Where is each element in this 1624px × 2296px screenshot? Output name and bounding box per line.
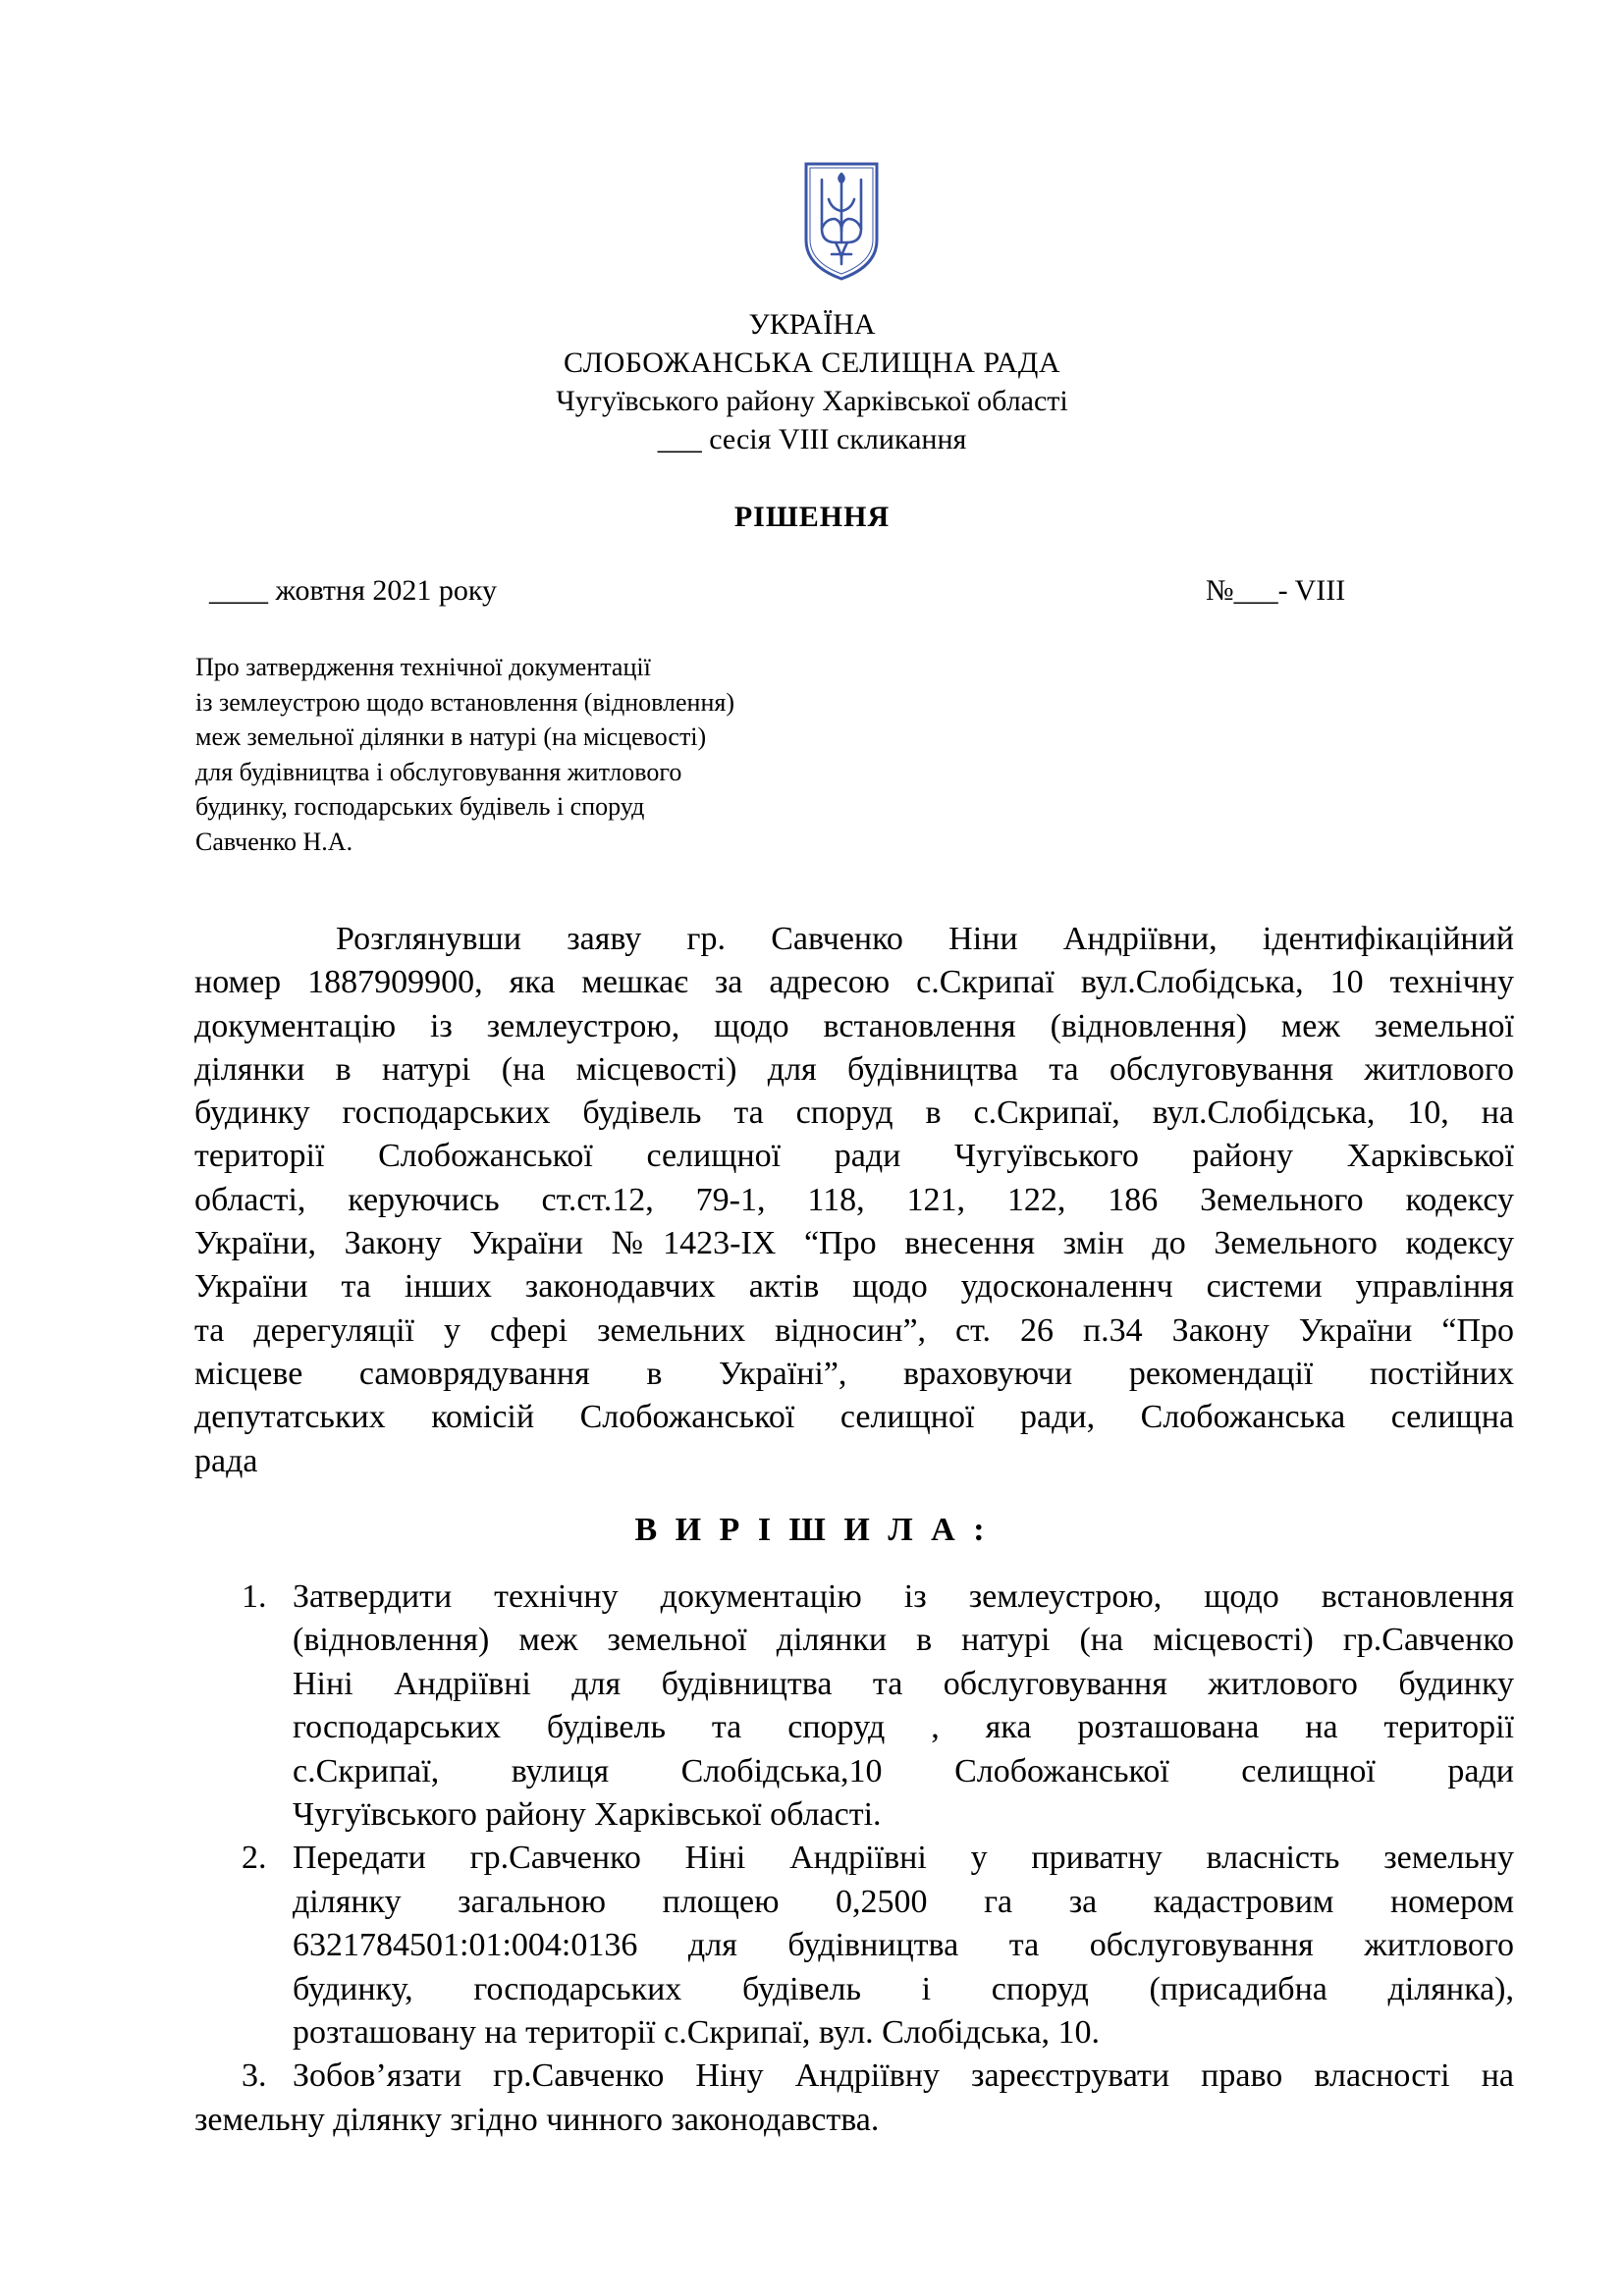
decision-date: ____ жовтня 2021 року bbox=[209, 574, 498, 607]
decision-subject bbox=[195, 650, 942, 859]
subject-line: Савченко Н.А. bbox=[195, 827, 353, 856]
header-council: СЛОБОЖАНСЬКА СЕЛИЩНА РАДА bbox=[563, 347, 1061, 379]
paragraph-line: будинку господарських будівель та споруд в с.Скрипаї, вул.Слобідська, 10, на bbox=[194, 1095, 1514, 1132]
item-number: 1. bbox=[242, 1578, 267, 1615]
subject-line: для будівництва і обслуговування житлового bbox=[195, 757, 682, 786]
decision-items bbox=[194, 1575, 1514, 2142]
item-line: земельну ділянку згідно чинного законодавства. bbox=[194, 2101, 880, 2138]
item-line: ділянку загальною площею 0,2500 га за кадастровим номером bbox=[293, 1883, 1514, 1920]
paragraph-line: Розглянувши заяву гр. Савченко Ніни Андріївни, ідентифікаційний bbox=[336, 921, 1514, 957]
item-number: 2. bbox=[242, 1840, 267, 1877]
item-line: Затвердити технічну документацію із землеустрою, щодо встановлення bbox=[293, 1578, 1514, 1615]
item-line: господарських будівель та споруд , яка розташована на території bbox=[293, 1709, 1514, 1746]
item-line: с.Скрипаї, вулиця Слобідська,10 Слобожанської селищної ради bbox=[293, 1752, 1514, 1789]
subject-line: меж земельної ділянки в натурі (на місцевості) bbox=[195, 722, 707, 751]
subject-line: із землеустрою щодо встановлення (відновлення) bbox=[195, 687, 734, 717]
item-line: Ніні Андріївні для будівництва та обслуговування житлового будинку bbox=[293, 1665, 1514, 1702]
paragraph-line: ділянки в натурі (на місцевості) для будівництва та обслуговування житлового bbox=[194, 1050, 1514, 1088]
paragraph-line: номер 1887909900, яка мешкає за адресою с.Скрипаї вул.Слобідська, 10 технічну bbox=[194, 964, 1514, 1001]
item-line: (відновлення) меж земельної ділянки в натурі (на місцевості) гр.Савченко bbox=[293, 1622, 1514, 1659]
paragraph-line: області, керуючись ст.ст.12, 79-1, 118, 121, 122, 186 Земельного кодексу bbox=[194, 1181, 1514, 1218]
paragraph-line: та дерегуляції у сфері земельних відносин”, ст. 26 п.34 Закону України “Про bbox=[194, 1311, 1514, 1349]
paragraph-line: території Слобожанської селищної ради Чугуївського району Харківської bbox=[194, 1138, 1514, 1175]
list-item bbox=[194, 1837, 1514, 2055]
header-session: ___ сесія VIII скликання bbox=[657, 423, 967, 455]
list-item bbox=[194, 1575, 1514, 1837]
item-line: Передати гр.Савченко Ніні Андріївні у приватну власність земельну bbox=[293, 1840, 1514, 1877]
paragraph-line: рада bbox=[194, 1442, 258, 1479]
paragraph-line: місцеве самоврядування в Україні”, враховуючи рекомендації постійних bbox=[194, 1355, 1514, 1392]
preamble-paragraph bbox=[194, 918, 1514, 1483]
item-line: 6321784501:01:004:0136 для будівництва та обслуговування житлового bbox=[293, 1927, 1514, 1964]
header-country: УКРАЇНА bbox=[748, 308, 876, 341]
decided-heading: В И Р І Ш И Л А : bbox=[634, 1512, 990, 1548]
subject-line: будинку, господарських будівель і споруд bbox=[195, 792, 645, 821]
item-number: 3. bbox=[242, 2057, 267, 2095]
list-item bbox=[194, 2055, 1514, 2142]
item-line: будинку, господарських будівель і споруд (присадибна ділянка), bbox=[293, 1970, 1514, 2007]
item-line: розташовану на території с.Скрипаї, вул. Слобідська, 10. bbox=[293, 2014, 1101, 2052]
document-title: РІШЕННЯ bbox=[733, 501, 891, 533]
item-line: Чугуївського району Харківської області. bbox=[293, 1796, 882, 1834]
paragraph-line: України, Закону України №1423-IX “Про внесення змін до Земельного кодексу bbox=[194, 1225, 1514, 1262]
paragraph-line: документацію із землеустрою, щодо встановлення (відновлення) меж земельної bbox=[194, 1007, 1514, 1044]
paragraph-line: України та інших законодавчих актів щодо удосконаленнч системи управління bbox=[194, 1268, 1514, 1306]
decision-number: №___- VIII bbox=[1206, 574, 1346, 607]
subject-line: Про затвердження технічної документації bbox=[195, 653, 651, 681]
paragraph-line: депутатських комісій Слобожанської селищної ради, Слобожанська селищна bbox=[194, 1399, 1514, 1436]
item-line: Зобов’язати гр.Савченко Ніну Андріївну зареєструвати право власності на bbox=[293, 2057, 1514, 2095]
header-district: Чугуївського району Харківської області bbox=[556, 385, 1068, 417]
ukraine-coat-of-arms-icon bbox=[802, 160, 881, 283]
